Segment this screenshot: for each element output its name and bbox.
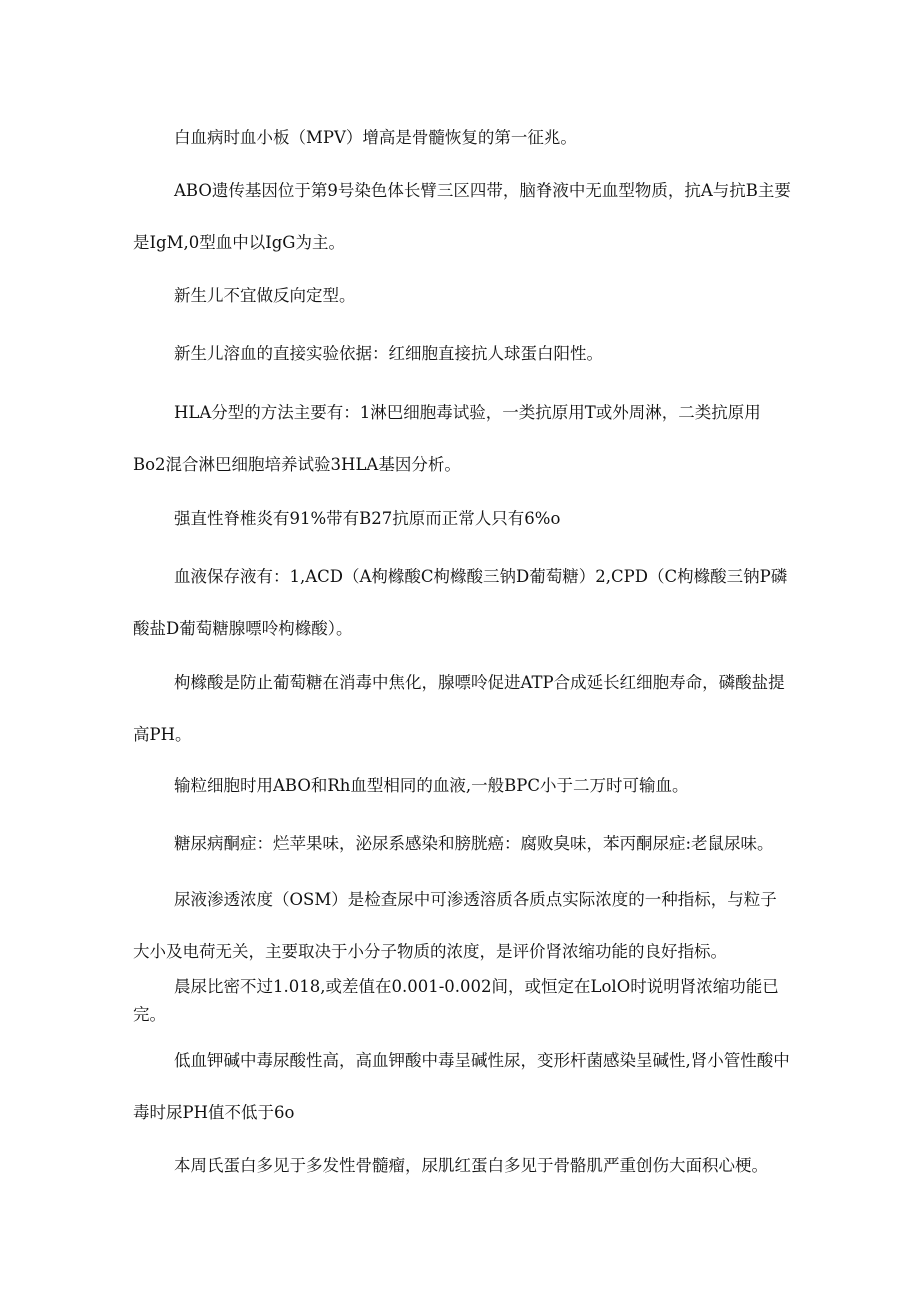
paragraph-morning-urine-density: 晨尿比密不过1.018,或差值在0.001-0.002间，或恒定在LolO时说明肾浓缩功能已完。 bbox=[133, 977, 779, 1024]
paragraph-abo-gene: ABO遗传基因位于第9号染色体长臂三区四带，脑脊液中无血型物质，抗A与抗B主要是IgM,0型血中以IgG为主。 bbox=[133, 181, 791, 252]
paragraph-urine-osmolality: 尿液渗透浓度（OSM）是检查尿中可渗透溶质各质点实际浓度的一种指标，与粒子大小及电荷无关，主要取决于小分子物质的浓度，是评价肾浓缩功能的良好指标。 bbox=[133, 890, 777, 961]
paragraph-newborn-hemolysis: 新生儿溶血的直接实验依据：红细胞直接抗人球蛋白阳性。 bbox=[174, 344, 603, 363]
paragraph-bence-jones: 本周氏蛋白多见于多发性骨髓瘤，尿肌红蛋白多见于骨骼肌严重创伤大面积心梗。 bbox=[174, 1156, 768, 1175]
paragraph-urine-ph: 低血钾碱中毒尿酸性高，高血钾酸中毒呈碱性尿，变形杆菌感染呈碱性,肾小管性酸中毒时尿PH值不低于6o bbox=[133, 1051, 790, 1122]
paragraph-mpv: 白血病时血小板（MPV）增高是骨髓恢复的第一征兆。 bbox=[174, 128, 577, 147]
paragraph-citric-acid: 枸橼酸是防止葡萄糖在消毒中焦化，腺嘌呤促进ATP合成延长红细胞寿命，磷酸盐提高PH。 bbox=[133, 673, 785, 744]
paragraph-granulocyte-transfusion: 输粒细胞时用ABO和Rh血型相同的血液,一般BPC小于二万时可输血。 bbox=[174, 776, 689, 795]
paragraph-ankylosing-spondylitis: 强直性脊椎炎有91%带有B27抗原而正常人只有6%o bbox=[174, 509, 561, 528]
paragraph-urine-odor: 糖尿病酮症：烂苹果味，泌尿系感染和膀胱癌：腐败臭味，苯丙酮尿症:老鼠尿味。 bbox=[174, 834, 774, 853]
paragraph-hla-typing: HLA分型的方法主要有：1淋巴细胞毒试验，一类抗原用T或外周淋，二类抗原用Bo2混合淋巴细胞培养试验3HLA基因分析。 bbox=[133, 403, 761, 474]
paragraph-blood-preservative: 血液保存液有：1,ACD（A枸橼酸C枸橼酸三钠D葡萄糖）2,CPD（C枸橼酸三钠P磷酸盐D葡萄糖腺嘌呤枸橼酸）。 bbox=[133, 567, 788, 638]
paragraph-newborn-typing: 新生儿不宜做反向定型。 bbox=[174, 286, 356, 305]
